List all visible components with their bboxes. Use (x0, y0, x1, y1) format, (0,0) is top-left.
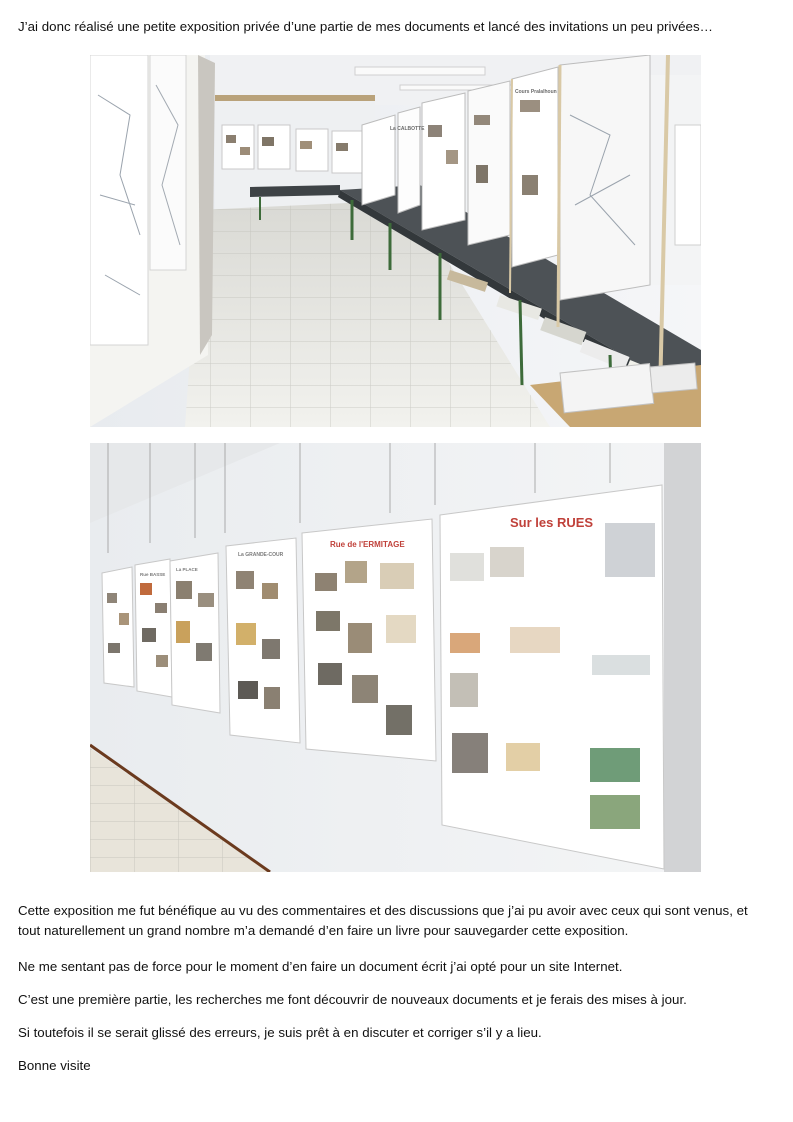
poster-rue-basse (135, 559, 172, 697)
paragraph-benefits: Cette exposition me fut bénéfique au vu des commentaires et des discussions que j’ai pu avoir avec ceux qui sont venus, et tout naturellement un grand nombre m’a demandé d’en faire un livre pour sauvegarder cette exposition. (18, 903, 748, 938)
paragraph-closing: Bonne visite (18, 1058, 91, 1073)
intro-text: J’ai donc réalisé une petite exposition privée d’une partie de mes documents et lancé des invitations un peu privées… (18, 19, 713, 34)
poster-place (102, 567, 134, 687)
poster-title-rues: Sur les RUES (510, 515, 594, 530)
poster-title-calbotte: La CALBOTTE (390, 126, 425, 132)
poster-grande-cour (226, 538, 300, 743)
poster-title-ermitage: Rue de l'ERMITAGE (330, 540, 405, 549)
poster-sur-les-rues (440, 485, 664, 869)
poster-title-pralalhoun: Cours Pralalhoun (515, 89, 557, 95)
poster-title-rue-basse: Rue BASSE (140, 572, 166, 577)
hanging-posters-photo (90, 443, 701, 872)
poster-la-place (170, 553, 220, 713)
exhibition-room-image (90, 55, 701, 427)
paragraph-errors: Si toutefois il se serait glissé des erreurs, je suis prêt à en discuter et corriger s’il y a lieu. (18, 1025, 542, 1040)
poster-title-grande-cour: La GRANDE-COUR (238, 552, 284, 558)
hanging-posters-image (90, 443, 701, 872)
paragraph-updates: C’est une première partie, les recherches me font découvrir de nouveaux documents et je ferais des mises à jour. (18, 992, 687, 1007)
exhibition-room-photo (90, 55, 701, 427)
poster-rue-ermitage (302, 519, 436, 761)
paragraph-website: Ne me sentant pas de force pour le moment d’en faire un document écrit j’ai opté pour un site Internet. (18, 959, 623, 974)
poster-title-la-place: La PLACE (176, 567, 198, 572)
